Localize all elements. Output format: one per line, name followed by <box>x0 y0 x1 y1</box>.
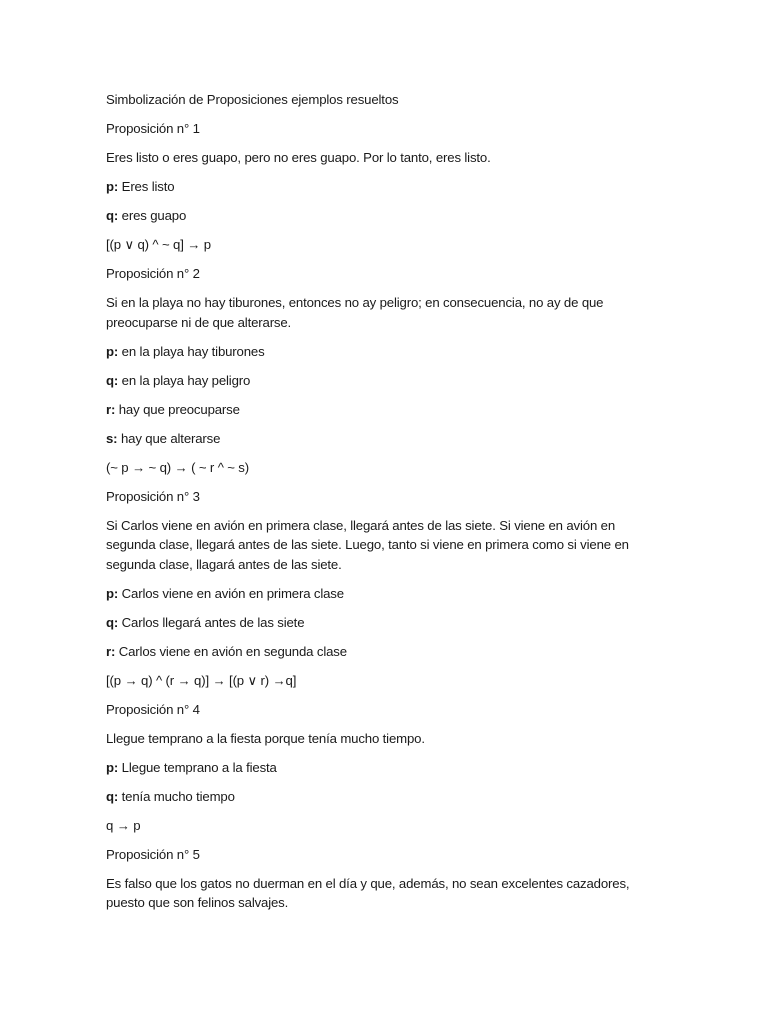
variable-key: r: <box>106 643 116 659</box>
variable-key: r: <box>106 401 116 417</box>
variable-text: en la playa hay tiburones <box>118 343 265 359</box>
proposition-statement: Eres listo o eres guapo, pero no eres guapo. Por lo tanto, eres listo. <box>106 150 491 165</box>
variable-text: hay que alterarse <box>117 430 221 446</box>
variable-definition <box>106 206 666 226</box>
variable-key: p: <box>106 179 119 194</box>
proposition-heading: Proposición n° 3 <box>106 488 200 504</box>
variable-text: en la playa hay peligro <box>118 372 251 388</box>
variable-definition <box>106 642 666 662</box>
variable-text: eres guapo <box>118 208 187 223</box>
variable-definition <box>106 371 666 391</box>
variable-key: q: <box>106 788 119 804</box>
logic-formula: [(p → q) ^ (r → q)] → [(p ∨ r) →q] <box>106 672 297 688</box>
variable-text: Carlos viene en avión en segunda clase <box>115 643 347 659</box>
variable-text: Carlos viene en avión en primera clase <box>118 585 344 601</box>
variable-text: Eres listo <box>118 179 175 194</box>
variable-key: q: <box>106 372 119 388</box>
proposition-heading: Proposición n° 4 <box>106 701 200 717</box>
variable-key: q: <box>106 208 119 223</box>
document-body <box>106 90 666 922</box>
logic-formula: q → p <box>106 817 141 833</box>
variable-definition <box>106 613 666 633</box>
variable-definition <box>106 342 666 362</box>
variable-definition <box>106 758 666 778</box>
document-title: Simbolización de Proposiciones ejemplos resueltos <box>106 92 399 107</box>
proposition-statement: Si Carlos viene en avión en primera clase, llegará antes de las siete. Si viene en avión en segunda clase, llegará antes de las siete. Luego, tanto si viene en primera como si viene en segunda clase, llagará antes de las siete. <box>106 517 629 572</box>
proposition-statement: Si en la playa no hay tiburones, entonces no ay peligro; en consecuencia, no ay de que preocuparse ni de que alterarse. <box>106 295 604 330</box>
variable-text: Llegue temprano a la fiesta <box>118 759 277 775</box>
variable-key: q: <box>106 614 119 630</box>
variable-definition <box>106 177 666 197</box>
variable-definition <box>106 429 666 449</box>
variable-key: s: <box>106 430 118 446</box>
logic-formula: (~ p → ~ q) → ( ~ r ^ ~ s) <box>106 459 249 475</box>
variable-definition <box>106 787 666 807</box>
proposition-statement: Llegue temprano a la fiesta porque tenía mucho tiempo. <box>106 730 425 746</box>
variable-text: Carlos llegará antes de las siete <box>118 614 305 630</box>
variable-key: p: <box>106 585 119 601</box>
variable-text: tenía mucho tiempo <box>118 788 235 804</box>
proposition-heading: Proposición n° 5 <box>106 846 200 862</box>
variable-text: hay que preocuparse <box>115 401 240 417</box>
logic-formula: [(p ∨ q) ^ ~ q] → p <box>106 237 211 252</box>
variable-definition <box>106 400 666 420</box>
proposition-statement: Es falso que los gatos no duerman en el día y que, además, no sean excelentes cazadores, puesto que son felinos salvajes. <box>106 875 630 910</box>
variable-definition <box>106 584 666 604</box>
proposition-heading: Proposición n° 1 <box>106 121 200 136</box>
variable-key: p: <box>106 343 119 359</box>
proposition-heading: Proposición n° 2 <box>106 266 200 281</box>
variable-key: p: <box>106 759 119 775</box>
